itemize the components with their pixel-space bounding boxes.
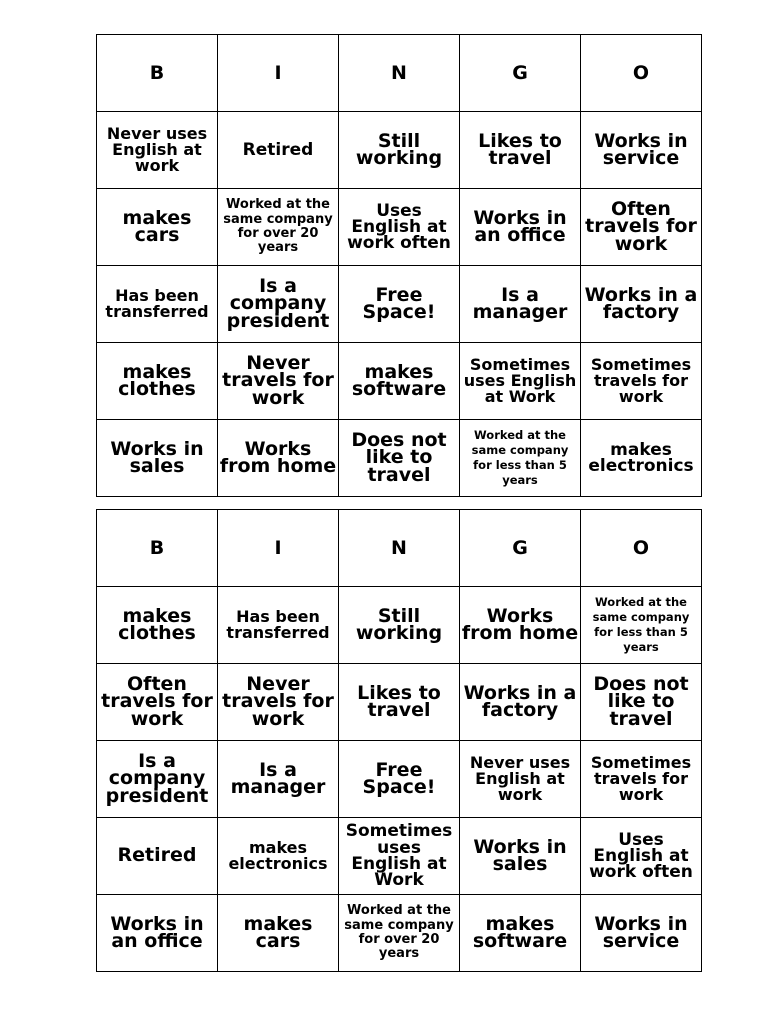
bingo-square: makes electronics <box>581 420 702 497</box>
bingo-square: Works in a factory <box>460 664 581 741</box>
bingo-square: makes cars <box>97 189 218 266</box>
bingo-row <box>97 664 702 741</box>
bingo-square: Never travels for work <box>218 664 339 741</box>
bingo-square: makes software <box>339 343 460 420</box>
bingo-square: Sometimes uses English at Work <box>339 818 460 895</box>
bingo-square: Works in sales <box>97 420 218 497</box>
bingo-square: Works in service <box>581 895 702 972</box>
bingo-square: Works from home <box>218 420 339 497</box>
bingo-square: Never uses English at work <box>97 112 218 189</box>
header-cell: G <box>460 35 581 112</box>
bingo-row <box>97 741 702 818</box>
bingo-square: Works from home <box>460 587 581 664</box>
bingo-square: Works in an office <box>97 895 218 972</box>
bingo-square: Works in a factory <box>581 266 702 343</box>
header-cell: O <box>581 35 702 112</box>
bingo-square: Likes to travel <box>460 112 581 189</box>
header-cell: I <box>218 510 339 587</box>
bingo-square: Sometimes travels for work <box>581 741 702 818</box>
bingo-square: Sometimes uses English at Work <box>460 343 581 420</box>
bingo-square: Uses English at work often <box>339 189 460 266</box>
bingo-row <box>97 420 702 497</box>
bingo-square: Still working <box>339 587 460 664</box>
bingo-header-row <box>97 35 702 112</box>
bingo-square: Is a manager <box>218 741 339 818</box>
bingo-square: Does not like to travel <box>339 420 460 497</box>
header-cell: N <box>339 35 460 112</box>
bingo-square: Worked at the same company for less than 5 years <box>581 587 702 664</box>
header-cell: B <box>97 510 218 587</box>
bingo-square: Is a company president <box>97 741 218 818</box>
bingo-square: Sometimes travels for work <box>581 343 702 420</box>
bingo-square: Retired <box>218 112 339 189</box>
bingo-square: Often travels for work <box>581 189 702 266</box>
bingo-square: Is a company president <box>218 266 339 343</box>
bingo-row <box>97 587 702 664</box>
free-space-square: Free Space! <box>339 741 460 818</box>
bingo-square: Is a manager <box>460 266 581 343</box>
bingo-row <box>97 266 702 343</box>
bingo-square: Worked at the same company for over 20 years <box>339 895 460 972</box>
bingo-square: makes clothes <box>97 587 218 664</box>
bingo-square: Works in sales <box>460 818 581 895</box>
bingo-square: Worked at the same company for less than 5 years <box>460 420 581 497</box>
bingo-square: Works in service <box>581 112 702 189</box>
bingo-square: Worked at the same company for over 20 years <box>218 189 339 266</box>
bingo-square: Works in an office <box>460 189 581 266</box>
bingo-row <box>97 189 702 266</box>
bingo-square: Never uses English at work <box>460 741 581 818</box>
bingo-square: Often travels for work <box>97 664 218 741</box>
bingo-row <box>97 818 702 895</box>
bingo-row <box>97 343 702 420</box>
header-cell: O <box>581 510 702 587</box>
bingo-square: Still working <box>339 112 460 189</box>
header-cell: G <box>460 510 581 587</box>
bingo-row <box>97 112 702 189</box>
bingo-square: makes clothes <box>97 343 218 420</box>
bingo-square: Has been transferred <box>97 266 218 343</box>
bingo-square: Retired <box>97 818 218 895</box>
header-cell: I <box>218 35 339 112</box>
header-cell: B <box>97 35 218 112</box>
bingo-square: Uses English at work often <box>581 818 702 895</box>
bingo-header-row <box>97 510 702 587</box>
bingo-square: Does not like to travel <box>581 664 702 741</box>
bingo-square: makes electronics <box>218 818 339 895</box>
bingo-row <box>97 895 702 972</box>
bingo-card-1 <box>96 34 702 497</box>
bingo-card-2 <box>96 509 702 972</box>
header-cell: N <box>339 510 460 587</box>
bingo-square: Has been transferred <box>218 587 339 664</box>
bingo-square: makes software <box>460 895 581 972</box>
free-space-square: Free Space! <box>339 266 460 343</box>
bingo-square: Never travels for work <box>218 343 339 420</box>
bingo-square: makes cars <box>218 895 339 972</box>
bingo-square: Likes to travel <box>339 664 460 741</box>
